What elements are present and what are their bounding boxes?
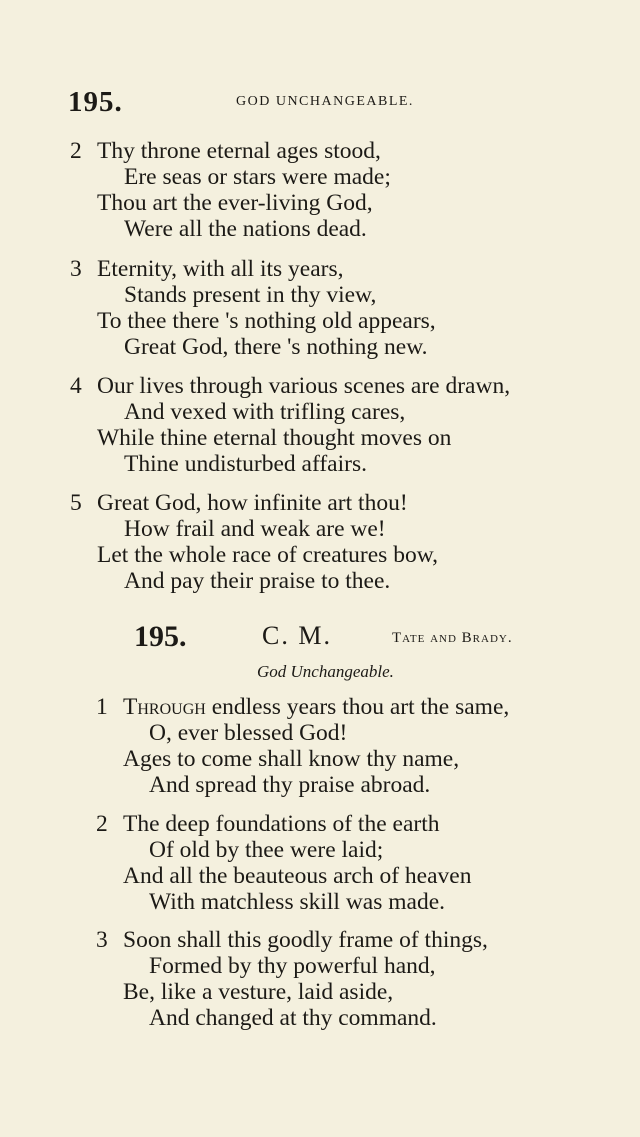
verse-line: Of old by thee were laid; [149,837,384,863]
verse-line: And pay their praise to thee. [124,568,391,594]
verse-line: And vexed with trifling cares, [124,399,406,425]
verse-line: Were all the nations dead. [124,216,367,242]
verse-line: And spread thy praise abroad. [149,772,431,798]
first-word-small-caps: Through [123,694,206,720]
hymn-subtitle: God Unchangeable. [257,662,394,681]
hymn-heading [134,620,554,656]
stanza-number: 2 [70,138,82,164]
verse-line: Be, like a vesture, laid aside, [123,979,394,1005]
stanza-number: 3 [96,927,108,953]
stanza-number: 3 [70,256,82,282]
verse-line: Great God, how infinite art thou! [97,490,408,516]
stanza-number: 1 [96,694,108,720]
verse-line [123,694,509,721]
verse-line: Eternity, with all its years, [97,256,344,282]
verse-line: Let the whole race of creatures bow, [97,542,439,568]
verse-line: O, ever blessed God! [149,720,348,746]
page-header [68,86,448,120]
verse-line: Formed by thy powerful hand, [149,953,436,979]
verse-line: And changed at thy command. [149,1005,437,1031]
verse-line: Great God, there 's nothing new. [124,334,428,360]
verse-line: Thine undisturbed affairs. [124,451,367,477]
stanza-number: 4 [70,373,82,399]
verse-line: Soon shall this goodly frame of things, [123,927,488,953]
hymn-meter: C. M. [262,621,332,650]
hymn-number: 195. [134,620,187,653]
verse-line: Ere seas or stars were made; [124,164,391,190]
verse-line: How frail and weak are we! [124,516,386,542]
first-line-rest: endless years thou art the same, [205,694,510,720]
verse-line: With matchless skill was made. [149,889,446,915]
verse-line: Thy throne eternal ages stood, [97,138,381,164]
verse-line: To thee there 's nothing old appears, [97,308,436,334]
stanza-number: 2 [96,811,108,837]
header-hymn-number: 195. [68,86,123,118]
verse-line: Stands present in thy view, [124,282,377,308]
stanza-number: 5 [70,490,82,516]
verse-line: While thine eternal thought moves on [97,425,452,451]
verse-line: And all the beauteous arch of heaven [123,863,472,889]
verse-line: Our lives through various scenes are drawn, [97,373,511,399]
verse-line: Thou art the ever-living God, [97,190,373,216]
verse-line: The deep foundations of the earth [123,811,440,837]
verse-line: Ages to come shall know thy name, [123,746,460,772]
running-title: GOD UNCHANGEABLE. [236,94,414,109]
hymn-authors: Tate and Brady. [392,630,513,646]
